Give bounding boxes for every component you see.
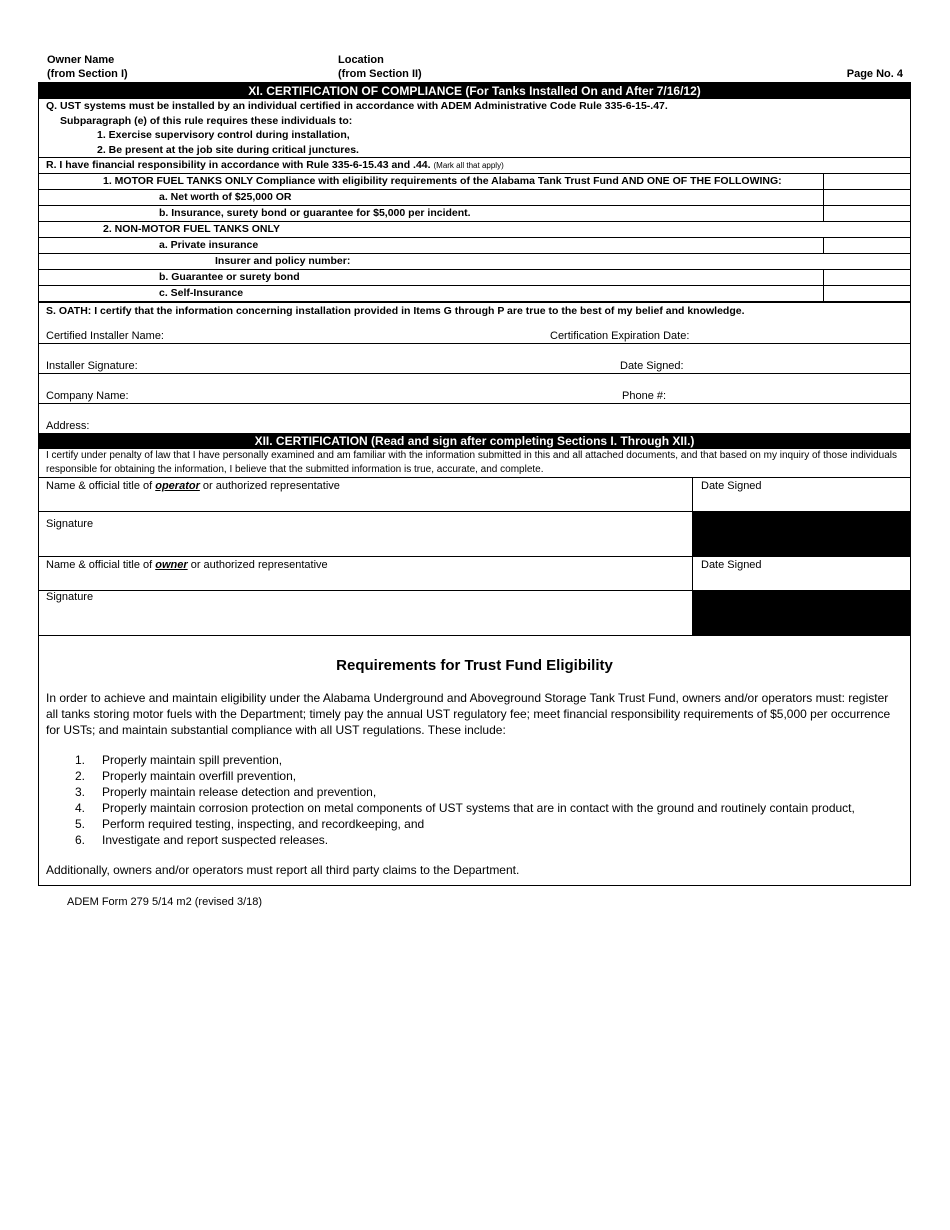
list-number: 5. <box>75 817 86 831</box>
owner-name-label <box>47 53 128 81</box>
owner-name-row <box>39 557 910 591</box>
r2a-sub-row <box>39 254 910 270</box>
list-item <box>46 800 903 816</box>
owner-word: owner <box>155 559 188 571</box>
installer-name-field[interactable] <box>39 317 910 344</box>
company-field[interactable] <box>39 374 910 404</box>
requirements-title: Requirements for Trust Fund Eligibility <box>336 657 613 674</box>
r2a-checkbox[interactable] <box>823 238 910 253</box>
section-xi-title: XI. CERTIFICATION OF COMPLIANCE (For Tanks Installed On and After 7/16/12) <box>39 83 910 99</box>
r2c-row <box>39 286 910 303</box>
requirements-closing: Additionally, owners and/or operators must report all third party claims to the Department. <box>46 863 520 877</box>
insurer-policy-label: Insurer and policy number: <box>215 255 351 267</box>
r1b-checkbox[interactable] <box>823 206 910 221</box>
r1a-label: a. Net worth of $25,000 OR <box>159 191 292 203</box>
certification-statement: I certify under penalty of law that I have personally examined and am familiar with the information submitted in this and all attached documents, and that based on my inquiry of those individuals responsible for obtaining the information, I believe that the submitted information is true, accurate, and complete. <box>39 449 910 478</box>
r2b-label: b. Guarantee or surety bond <box>159 271 300 283</box>
certification-form <box>38 82 911 886</box>
owner-name-line1: Owner Name <box>47 54 115 66</box>
list-text: Properly maintain overfill prevention, <box>102 769 297 783</box>
r1b-label: b. Insurance, surety bond or guarantee for $5,000 per incident. <box>159 207 471 219</box>
r2-row <box>39 222 910 238</box>
list-number: 4. <box>75 801 86 815</box>
location-line2: (from Section II) <box>338 68 422 80</box>
owner-name-pre: Name & official title of <box>46 559 156 571</box>
r2c-checkbox[interactable] <box>823 286 910 301</box>
installer-signature-field[interactable] <box>39 344 910 374</box>
list-text: Properly maintain corrosion protection on metal components of UST systems that are in contact with the ground and routinely contain product, <box>102 801 855 815</box>
r1b-row <box>39 206 910 222</box>
q-line1: Q. UST systems must be installed by an individual certified in accordance with ADEM Administrative Code Rule 335-6-15-.47. <box>46 100 668 112</box>
r-line: R. I have financial responsibility in accordance with Rule 335-6-15.43 and .44. <box>46 159 431 171</box>
page-number: Page No. 4 <box>846 68 903 80</box>
installer-signature-label: Installer Signature: <box>46 360 138 372</box>
q-line3: 1. Exercise supervisory control during installation, <box>97 129 350 141</box>
r2b-checkbox[interactable] <box>823 270 910 285</box>
r2a-row <box>39 238 910 254</box>
operator-date-field[interactable] <box>693 478 910 511</box>
list-item <box>46 832 903 848</box>
operator-signature-field[interactable] <box>39 512 693 556</box>
owner-shaded-box <box>693 591 910 635</box>
address-label: Address: <box>46 420 90 432</box>
q-line2: Subparagraph (e) of this rule requires these individuals to: <box>60 114 353 127</box>
r-header <box>39 158 910 174</box>
oath-text: S. OATH: I certify that the information concerning installation provided in Items G through P are true to the best of my belief and knowledge. <box>46 305 745 317</box>
requirements-section <box>39 658 910 885</box>
list-item <box>46 768 903 784</box>
list-number: 2. <box>75 769 86 783</box>
operator-name-pre: Name & official title of <box>46 480 156 492</box>
owner-name-line2: (from Section I) <box>47 68 128 80</box>
owner-name-field[interactable] <box>39 557 693 590</box>
r1-label: 1. MOTOR FUEL TANKS ONLY Compliance with eligibility requirements of the Alabama Tank Trust Fund AND ONE OF THE FOLLOWING: <box>103 175 782 187</box>
r1-checkbox[interactable] <box>823 174 910 189</box>
operator-date-label: Date Signed <box>701 480 762 492</box>
list-number: 3. <box>75 785 86 799</box>
operator-name-field[interactable] <box>39 478 693 511</box>
owner-name-post: or authorized representative <box>187 559 328 571</box>
r1a-checkbox[interactable] <box>823 190 910 205</box>
requirements-list <box>46 752 903 848</box>
owner-signature-row <box>39 591 910 636</box>
r2-label: 2. NON-MOTOR FUEL TANKS ONLY <box>103 223 280 235</box>
list-text: Investigate and report suspected releases. <box>102 833 329 847</box>
operator-signature-row <box>39 512 910 557</box>
owner-date-label: Date Signed <box>701 559 762 571</box>
list-item <box>46 816 903 832</box>
list-text: Perform required testing, inspecting, and recordkeeping, and <box>102 817 425 831</box>
operator-shaded-box <box>693 512 910 556</box>
q-block <box>39 99 910 158</box>
form-footer: ADEM Form 279 5/14 m2 (revised 3/18) <box>67 896 263 908</box>
r-note: (Mark all that apply) <box>433 161 504 170</box>
operator-word: operator <box>155 480 200 492</box>
list-text: Properly maintain release detection and prevention, <box>102 785 377 799</box>
operator-name-post: or authorized representative <box>199 480 340 492</box>
list-number: 1. <box>75 753 86 767</box>
operator-signature-label: Signature <box>46 518 94 530</box>
r2b-row <box>39 270 910 286</box>
r2c-label: c. Self-Insurance <box>159 287 244 299</box>
owner-signature-field[interactable] <box>39 591 693 635</box>
phone-label: Phone #: <box>622 390 667 402</box>
r1-row <box>39 174 910 190</box>
list-number: 6. <box>75 833 86 847</box>
operator-name-row <box>39 478 910 512</box>
list-item <box>46 784 903 800</box>
owner-date-field[interactable] <box>693 557 910 590</box>
address-field[interactable] <box>39 404 910 433</box>
location-label <box>338 53 422 81</box>
owner-signature-label: Signature <box>46 591 94 603</box>
list-item <box>46 752 903 768</box>
location-line1: Location <box>338 54 384 66</box>
company-label: Company Name: <box>46 390 129 402</box>
r2a-label: a. Private insurance <box>159 239 259 251</box>
installer-date-label: Date Signed: <box>620 360 684 372</box>
q-line4: 2. Be present at the job site during critical junctures. <box>97 143 359 156</box>
cert-exp-label: Certification Expiration Date: <box>550 330 690 342</box>
r1a-row <box>39 190 910 206</box>
installer-name-label: Certified Installer Name: <box>46 330 164 342</box>
list-text: Properly maintain spill prevention, <box>102 753 283 767</box>
section-xii-title: XII. CERTIFICATION (Read and sign after completing Sections I. Through XII.) <box>39 433 910 449</box>
requirements-intro: In order to achieve and maintain eligibility under the Alabama Underground and Aboveground Storage Tank Trust Fund, owners and/or operators must: register all tanks storing motor fuels with the Department; timely pay the annual UST regulatory fee; meet financial responsibility requirements of $5,000 per occurrence for USTs; and maintain substantial compliance with all UST regulations. These include: <box>46 691 891 737</box>
